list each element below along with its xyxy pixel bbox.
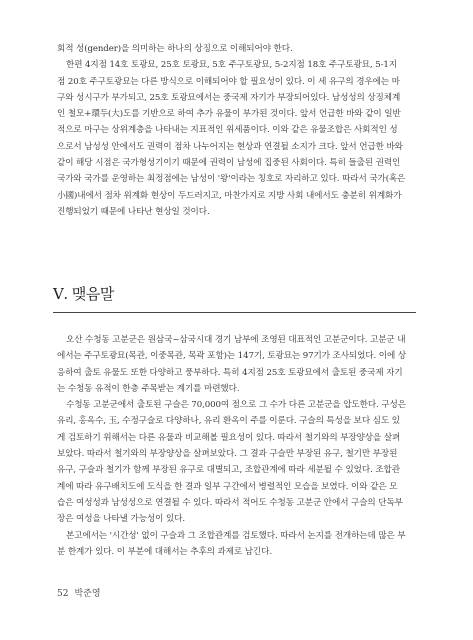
text-line: 응하여 출토 유물도 또한 다양하고 풍부하다. 특히 4지점 25호 토광묘에서 출토된 중국제 자기 (57, 367, 403, 378)
text-line: 보았다. 따라서 철기와의 부장양상을 살펴보았다. 그 결과 구슬만 부장된 유구, 철기만 부장된 (57, 449, 398, 460)
text-line: 점 20호 주구토광묘는 다른 방식으로 이해되어야 할 필요성이 있다. 이 세 유구의 경우에는 마 (57, 76, 400, 87)
text-line: 적으로 마구는 상위계층을 나타내는 지표적인 위세품이다. 이와 같은 유물조합은 사회적인 성 (57, 125, 398, 136)
text-line: 본고에서는 '시간성' 없이 구슬과 그 조합관계를 검토했다. 따라서 논지를 전개하는데 많은 부 (66, 530, 406, 541)
section-heading: Ⅴ. 맺음말 (53, 285, 114, 303)
text-line: 분 한계가 있다. 이 부분에 대해서는 추후의 과제로 남긴다. (57, 546, 272, 557)
text-line: 한편 4지점 14호 토광묘, 25호 토광묘, 5호 주구토광묘, 5-2지점 18호 주구토광묘, 5-1지 (66, 60, 397, 71)
text-line: 같이 해당 시점은 국가형성기이기 때문에 권력이 남성에 집중된 사회이다. 특히 들출된 권력인 (57, 158, 401, 169)
text-line: 으로서 남성성 안에서도 권력이 점차 나누어지는 현상과 연결될 소지가 크다. 앞서 언급한 바와 (57, 141, 403, 152)
heading-divider (53, 312, 416, 313)
text-line: 小國)내에서 점차 위계화 현상이 두드러지고, 마찬가지로 지방 사회 내에서도 충분히 위계화가 (57, 190, 402, 201)
text-line: 수청동 고분군에서 출토된 구슬은 70,000여 점으로 그 수가 다른 고분군을 압도한다. 구성은 (66, 400, 406, 411)
text-line: 오산 수청동 고분군은 원삼국~삼국시대 경기 남부에 조영된 대표적인 고분군이다. 고분군 내 (66, 335, 406, 345)
text-line: 계에 따라 유구배치도에 도식을 한 결과 일부 구간에서 병렬적인 모습을 보였다. 이와 같은 모 (57, 481, 398, 492)
conclusion-paragraph-block (57, 332, 410, 560)
page-number: 52 (57, 589, 69, 599)
author-name: 박준영 (74, 589, 101, 599)
page-footer (57, 588, 107, 600)
text-line: 게 검토하기 위해서는 다른 유물과 비교해볼 필요성이 있다. 따라서 철기와의 부장양상을 살펴 (57, 432, 401, 443)
text-line: 장은 여성을 나타낼 가능성이 있다. (57, 514, 185, 525)
text-line: 습은 여성성과 남성성으로 연결될 수 있다. 따라서 적어도 수청동 고분군 안에서 구슬의 단독부 (57, 497, 403, 508)
text-line: 인 철모+環두(大)도를 기반으로 하여 추가 유물이 부가된 것이다. 앞서 언급한 바와 같이 일반 (57, 109, 401, 120)
intro-paragraph-block (57, 41, 410, 220)
text-line: 유구, 구슬과 철기가 함께 부장된 유구로 대별되고, 조합관계에 따라 세분될 수 있었다. 조합관 (57, 465, 400, 476)
text-line: 에서는 주구토광묘(목관, 이중목관, 목곽 포함)는 147기, 토광묘는 97기가 조사되었다. 이에 상 (57, 351, 407, 362)
text-line: 국가와 국가를 운영하는 최정점에는 남성이 '왕'이라는 칭호로 자리하고 있다. 따라서 국가(혹은 (57, 174, 406, 185)
text-line: 는 수청동 유적이 한층 주목받는 계기를 마련했다. (57, 383, 240, 394)
text-line: 유리, 홍옥수, 玉, 수정구슬로 다양하나, 유리 환옥이 주를 이룬다. 구슬의 특성을 보다 심도 있 (57, 416, 400, 427)
text-line: 회적 성(gender)을 의미하는 하나의 상징으로 이해되어야 한다. (57, 44, 293, 54)
text-line: 구와 성시구가 부가되고, 25호 토광묘에서는 중국제 자기가 부장되어있다. 남성성의 상징체계 (57, 92, 401, 103)
text-line: 진행되었기 때문에 나타난 현상일 것이다. (57, 206, 210, 217)
